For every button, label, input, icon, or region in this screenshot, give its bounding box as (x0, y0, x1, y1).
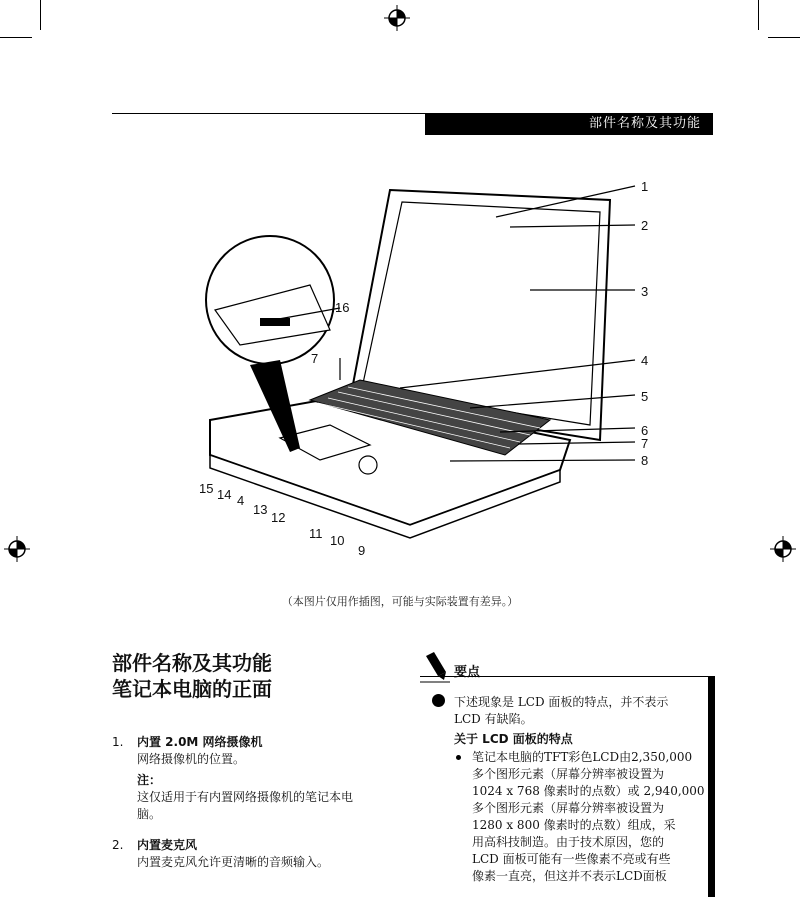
important-subhead: 关于 LCD 面板的特点 (454, 732, 573, 746)
important-label: 要点 (454, 665, 481, 680)
bullet-text (472, 749, 705, 885)
bullet-line: 像素一直亮，但这并不表示LCD面板 (472, 869, 667, 883)
callout-2: 2 (641, 218, 649, 233)
note-label: 注： (137, 773, 162, 787)
list-item (112, 837, 412, 877)
page-header: 部件名称及其功能 (425, 113, 713, 135)
list-item (112, 734, 412, 824)
item-text: 网络摄像机的位置。 (137, 752, 246, 766)
bullet-line: 多个图形元素（屏幕分辨率被设置为 (472, 767, 665, 781)
callout-5: 5 (641, 389, 649, 404)
registration-mark-icon (770, 536, 796, 562)
bullet-line: 多个图形元素（屏幕分辨率被设置为 (472, 801, 665, 815)
callout-16: 16 (335, 300, 350, 315)
crop-mark (758, 0, 759, 30)
callout-3: 3 (641, 284, 649, 299)
item-number: 1. (112, 735, 124, 749)
callout-10: 10 (330, 533, 345, 548)
bullet-line: LCD 面板可能有一些像素不亮或有些 (472, 852, 671, 866)
item-number: 2. (112, 838, 124, 852)
callout-4b: 4 (237, 493, 245, 508)
section-title-line1: 部件名称及其功能 (112, 651, 272, 675)
callout-13: 13 (253, 502, 268, 517)
bullet-dot-icon (456, 755, 461, 760)
section-title (112, 650, 272, 702)
callout-15: 15 (199, 481, 214, 496)
bullet-icon (432, 694, 445, 707)
item-title: 内置麦克风 (137, 838, 198, 852)
header-rule (112, 113, 425, 114)
callout-12: 12 (271, 510, 286, 525)
bullet-line: 笔记本电脑的TFT彩色LCD由2,350,000 (472, 750, 693, 764)
registration-mark-icon (384, 5, 410, 31)
crop-mark (40, 0, 41, 30)
callout-7: 7 (641, 436, 649, 451)
callout-7b: 7 (311, 351, 319, 366)
bullet-line: 1024 x 768 像素时的点数）或 2,940,000 (472, 784, 705, 798)
item-text: 内置麦克风允许更清晰的音频输入。 (137, 855, 330, 869)
callout-14: 14 (217, 487, 232, 502)
section-title-line2: 笔记本电脑的正面 (112, 677, 272, 701)
note-text: 这仅适用于有内置网络摄像机的笔记本电 (137, 790, 354, 804)
note-text: 脑。 (137, 807, 162, 821)
callout-11: 11 (309, 526, 323, 541)
callout-4: 4 (641, 353, 649, 368)
callout-9: 9 (358, 543, 366, 558)
important-text: 下述现象是 LCD 面板的特点，并不表示 (454, 695, 669, 709)
crop-mark (768, 37, 800, 38)
important-text: LCD 有缺陷。 (454, 712, 533, 726)
callout-8: 8 (641, 453, 649, 468)
item-title: 内置 2.0M 网络摄像机 (137, 735, 263, 749)
callout-1: 1 (641, 179, 649, 194)
figure-caption: （本图片仅用作插图，可能与实际装置有差异。） (281, 595, 519, 608)
crop-mark (0, 37, 32, 38)
registration-mark-icon (4, 536, 30, 562)
bullet-line: 1280 x 800 像素时的点数）组成，采 (472, 818, 676, 832)
callout-6: 6 (641, 423, 649, 438)
bullet-line: 用高科技制造。由于技术原因，您的 (472, 835, 665, 849)
